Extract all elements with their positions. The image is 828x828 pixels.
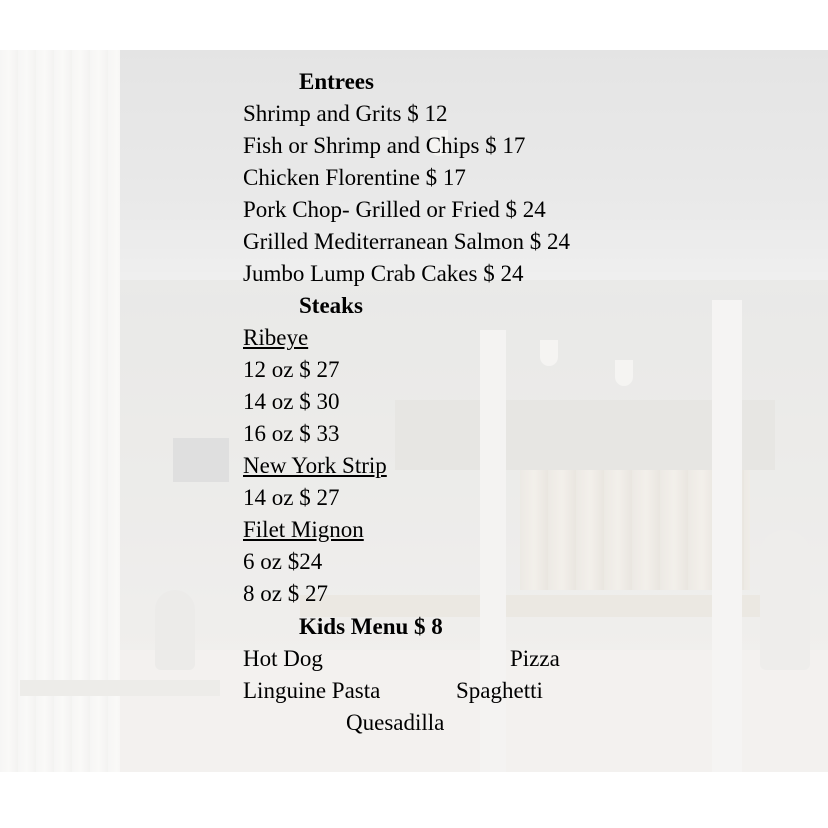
filet-mignon-label: Filet Mignon: [243, 517, 364, 542]
new-york-strip-label: New York Strip: [243, 453, 387, 478]
ribeye-label: Ribeye: [243, 325, 309, 350]
kids-menu-heading: Kids Menu $ 8: [299, 614, 443, 639]
steak-option: 12 oz $ 27: [243, 357, 340, 382]
kids-item: Linguine Pasta: [243, 678, 381, 703]
steak-option: 16 oz $ 33: [243, 421, 340, 446]
steak-option: 14 oz $ 30: [243, 389, 340, 414]
steak-option: 6 oz $24: [243, 549, 323, 574]
kids-item: Quesadilla: [346, 710, 445, 735]
menu-item: Shrimp and Grits $ 12: [243, 101, 448, 126]
steak-option: 14 oz $ 27: [243, 485, 340, 510]
menu-item: Pork Chop- Grilled or Fried $ 24: [243, 197, 546, 222]
steak-option: 8 oz $ 27: [243, 581, 328, 606]
menu-item: Jumbo Lump Crab Cakes $ 24: [243, 261, 524, 286]
menu-item: Fish or Shrimp and Chips $ 17: [243, 133, 526, 158]
entrees-heading: Entrees: [299, 69, 374, 94]
menu-item: Chicken Florentine $ 17: [243, 165, 466, 190]
menu-item: Grilled Mediterranean Salmon $ 24: [243, 229, 571, 254]
kids-item: Spaghetti: [456, 678, 543, 703]
kids-item: Pizza: [510, 646, 560, 671]
steaks-heading: Steaks: [299, 293, 363, 318]
kids-item: Hot Dog: [243, 646, 323, 671]
